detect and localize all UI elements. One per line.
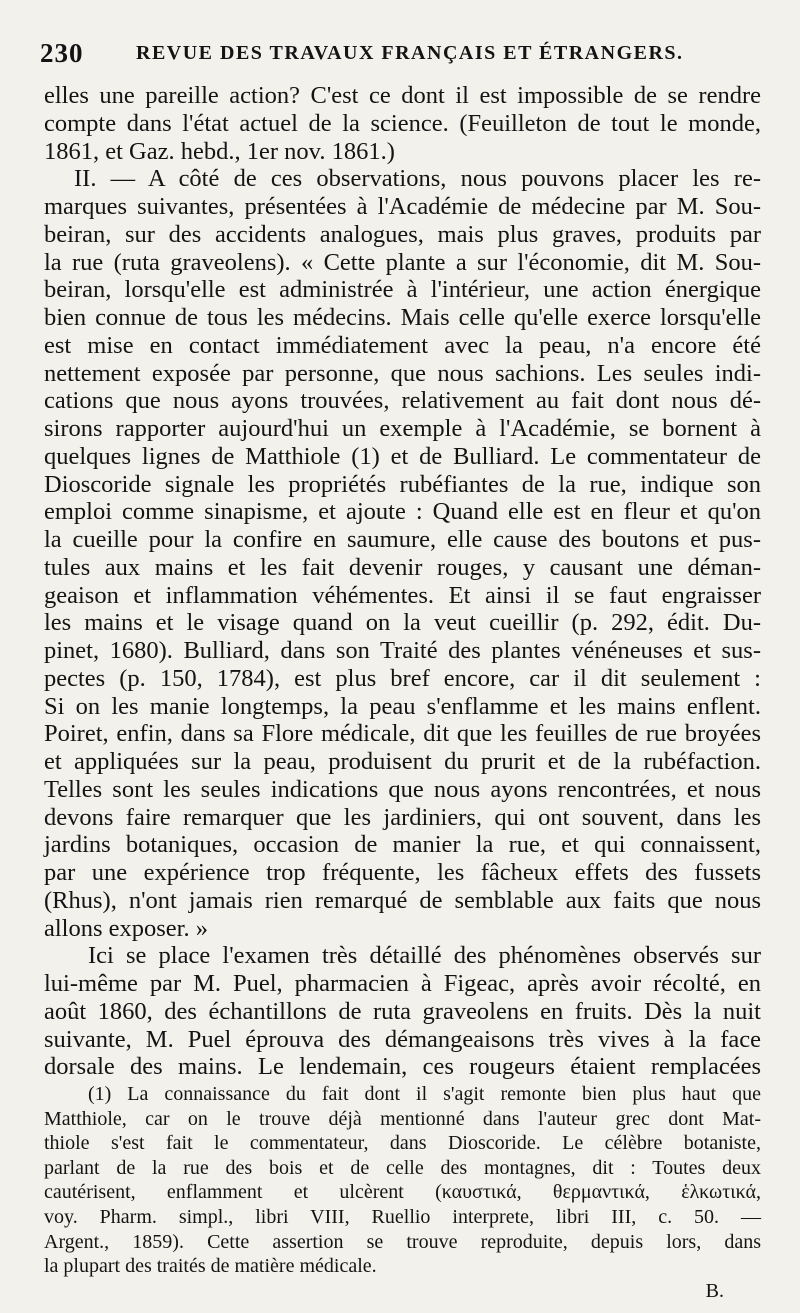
footnote-line: parlant de la rue des bois et de celle des montagnes, dit : Toutes deux: [44, 1156, 761, 1179]
body-line: lui-même par M. Puel, pharmacien à Figeac, après avoir récolté, en: [44, 970, 761, 997]
body-line: août 1860, des échantillons de ruta graveolens en fruits. Dès la nuit: [44, 997, 761, 1025]
body-line: 1861, et Gaz. hebd., 1er nov. 1861.): [44, 137, 395, 165]
body-line: tules aux mains et les fait devenir rouges, y causant une déman-: [44, 553, 761, 581]
body-line: Dioscoride signale les propriétés rubéfiantes de la rue, indique son: [44, 470, 761, 498]
body-line: emploi comme sinapisme, et ajoute : Quand elle est en fleur et qu'on: [44, 498, 761, 526]
body-line: elles une pareille action? C'est ce dont il est impossible de se rendre: [44, 82, 761, 109]
page-header: [40, 38, 765, 68]
body-line: allons exposer. »: [44, 914, 208, 942]
body-line: Telles sont les seules indications que nous ayons rencontrées, et nous: [44, 775, 761, 803]
body-line: pinet, 1680). Bulliard, dans son Traité des plantes vénéneuses et sus-: [44, 637, 761, 664]
body-line: nettement exposée par personne, que nous sachions. Les seules indi-: [44, 359, 761, 387]
page-number: 230: [40, 38, 84, 68]
body-line: la rue (ruta graveolens). « Cette plante a sur l'économie, dit M. Sou-: [44, 248, 761, 276]
body-line: (Rhus), n'ont jamais rien remarqué de semblable aux faits que nous: [44, 886, 761, 914]
body-line: marques suivantes, présentées à l'Académie de médecine par M. Sou-: [44, 193, 761, 220]
body-line: est mise en contact immédiatement avec la peau, n'a encore été: [44, 331, 761, 359]
body-line: par une expérience trop fréquente, les fâcheux effets des fussets: [44, 859, 761, 886]
body-line: les mains et le visage quand on la veut cueillir (p. 292, édit. Du-: [44, 609, 761, 637]
body-line: II. — A côté de ces observations, nous pouvons placer les re-: [74, 165, 761, 193]
body-line: Poiret, enfin, dans sa Flore médicale, dit que les feuilles de rue broyées: [44, 720, 761, 748]
footnote-line: la plupart des traités de matière médicale.: [44, 1255, 377, 1278]
body-line: sirons rapporter aujourd'hui un exemple à l'Académie, se bornent à: [44, 415, 761, 442]
footnote-line: B.: [705, 1279, 724, 1302]
body-line: geaison et inflammation véhémentes. Et ainsi il se faut engraisser: [44, 581, 761, 609]
body-line: compte dans l'état actuel de la science. (Feuilleton de tout le monde,: [44, 109, 761, 137]
body-line: et appliquées sur la peau, produisent du prurit et de la rubéfaction.: [44, 748, 761, 775]
body-line: devons faire remarquer que les jardiniers, qui ont souvent, dans les: [44, 803, 761, 831]
footnote-line: (1) La connaissance du fait dont il s'agit remonte bien plus haut que: [88, 1083, 761, 1105]
footnote-line: Matthiole, car on le trouve déjà mentionné dans l'auteur grec dont Mat-: [44, 1107, 761, 1130]
body-line: jardins botaniques, occasion de manier la rue, et qui connaissent,: [44, 831, 761, 859]
footnote-line: thiole s'est fait le commentateur, dans Dioscoride. Le célèbre botaniste,: [44, 1132, 761, 1155]
body-line: beiran, lorsqu'elle est administrée à l'intérieur, une action énergique: [44, 276, 761, 304]
body-line: Ici se place l'examen très détaillé des phénomènes observés sur: [88, 942, 761, 970]
body-line: suivante, M. Puel éprouva des démangeaisons très vives à la face: [44, 1025, 761, 1053]
body-line: beiran, sur des accidents analogues, mais plus graves, produits par: [44, 220, 761, 248]
body-line: quelques lignes de Matthiole (1) et de Bulliard. Le commentateur de: [44, 442, 761, 470]
body-line: bien connue de tous les médecins. Mais celle qu'elle exerce lorsqu'elle: [44, 304, 761, 331]
body-line: cations que nous ayons trouvées, relativement au fait dont nous dé-: [44, 387, 761, 415]
footnote-line: cautérisent, enflamment et ulcèrent (καυστικά, θερμαντικά, ἑλκωτικά,: [44, 1181, 761, 1204]
body-line: pectes (p. 150, 1784), est plus bref encore, car il dit seulement :: [44, 664, 761, 692]
footnote-line: Argent., 1859). Cette assertion se trouve reproduite, depuis lors, dans: [44, 1230, 761, 1253]
running-title: REVUE DES TRAVAUX FRANÇAIS ET ÉTRANGERS.: [136, 42, 684, 64]
footnote-line: voy. Pharm. simpl., libri VIII, Ruellio interprete, libri III, c. 50. —: [44, 1206, 761, 1228]
body-line: Si on les manie longtemps, la peau s'enflamme et les mains enflent.: [44, 692, 761, 720]
body-line: la cueille pour la confire en saumure, elle cause des boutons et pus-: [44, 526, 761, 553]
body-line: dorsale des mains. Le lendemain, ces rougeurs étaient remplacées: [44, 1053, 761, 1081]
